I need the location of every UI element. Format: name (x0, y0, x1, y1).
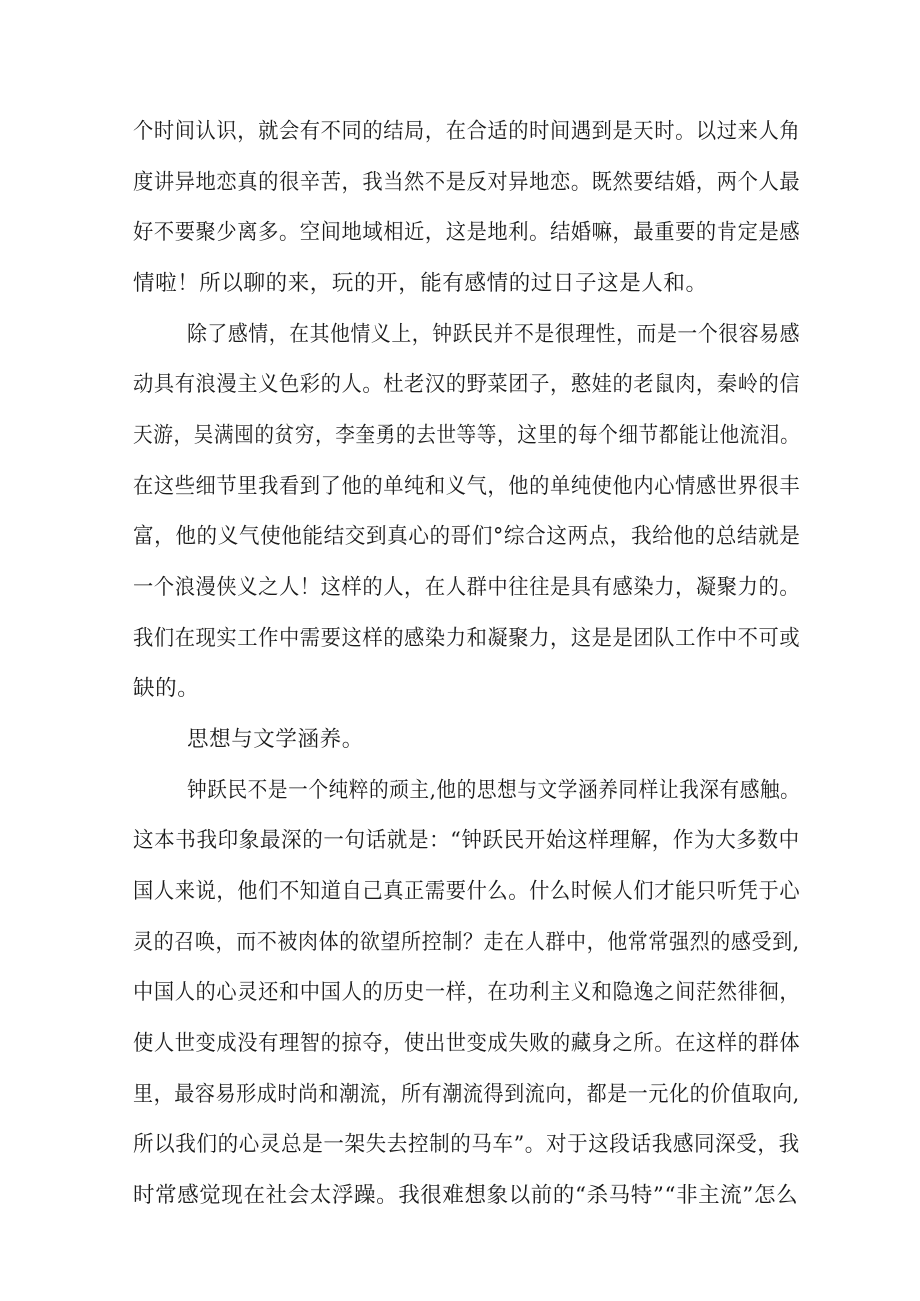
text-line: 动具有浪漫主义色彩的人。杜老汉的野菜团子，憨娃的老鼠肉，秦岭的信 (133, 372, 801, 397)
text-line: 使人世变成没有理智的掠夺，使出世变成失败的藏身之所。在这样的群体 (133, 1031, 801, 1056)
text-line: 缺的。 (133, 676, 200, 701)
text-line: 度讲异地恋真的很辛苦，我当然不是反对异地恋。既然要结婚，两个人最 (133, 170, 801, 195)
text-line: 里，最容易形成时尚和潮流，所有潮流得到流向，都是一元化的价值取向, (133, 1082, 800, 1107)
text-line: 时常感觉现在社会太浮躁。我很难想象以前的“杀马特”“非主流”怎么 (133, 1183, 799, 1208)
text-line: 我们在现实工作中需要这样的感染力和凝聚力，这是是团队工作中不可或 (133, 626, 801, 651)
text-line: 一个浪漫侠义之人！这样的人，在人群中往往是具有感染力，凝聚力的。 (133, 575, 801, 600)
text-line: 钟跃民不是一个纯粹的顽主,他的思想与文学涵养同样让我深有感触。 (187, 778, 801, 803)
text-line: 灵的召唤，而不被肉体的欲望所控制？走在人群中，他常常强烈的感受到, (133, 930, 800, 955)
section-heading: 思想与文学涵养。 (187, 727, 364, 752)
text-line: 国人来说，他们不知道自己真正需要什么。什么时候人们才能只听凭于心 (133, 879, 801, 904)
text-line: 这本书我印象最深的一句话就是：“钟跃民开始这样理解，作为大多数中 (133, 828, 800, 853)
text-line: 天游，吴满囤的贫穷，李奎勇的去世等等，这里的每个细节都能让他流泪。 (133, 423, 801, 448)
text-line: 个时间认识，就会有不同的结局，在合适的时间遇到是天时。以过来人角 (133, 119, 801, 144)
text-line: 中国人的心灵还和中国人的历史一样，在功利主义和隐逸之间茫然徘徊， (133, 980, 801, 1005)
text-line: 在这些细节里我看到了他的单纯和义气，他的单纯使他内心情感世界很丰 (133, 474, 801, 499)
text-line: 所以我们的心灵总是一架失去控制的马车”。对于这段话我感同深受，我 (133, 1132, 800, 1157)
text-line: 富，他的义气使他能结交到真心的哥们°综合这两点，我给他的总结就是 (133, 524, 801, 549)
text-line: 除了感情，在其他情义上，钟跃民并不是很理性，而是一个很容易感 (187, 322, 801, 347)
text-line: 好不要聚少离多。空间地域相近，这是地利。结婚嘛，最重要的肯定是感 (133, 220, 801, 245)
text-line: 情啦！所以聊的来，玩的开，能有感情的过日子这是人和。 (133, 271, 708, 296)
